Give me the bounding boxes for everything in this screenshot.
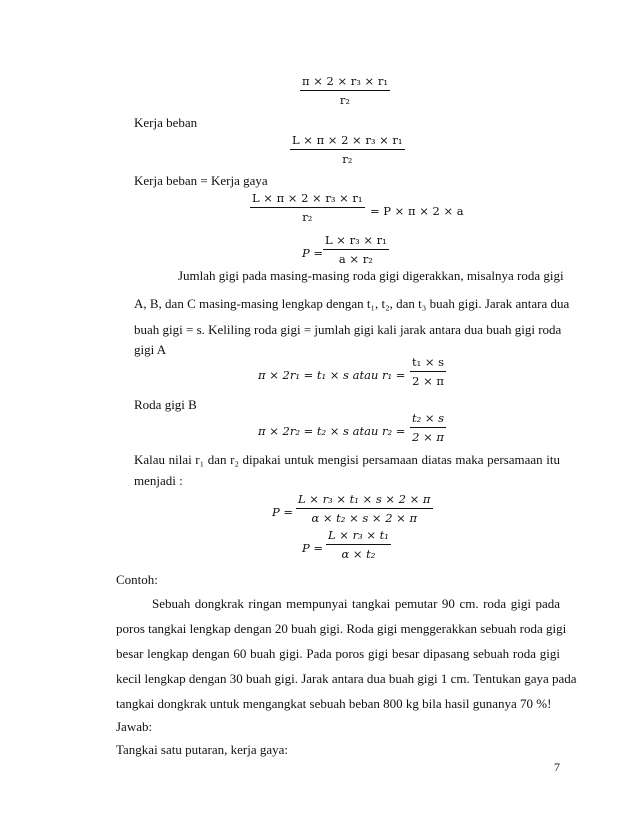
paragraph-3-line-4: kecil lengkap dengan 30 buah gigi. Jarak antara dua buah gigi 1 cm. Tentukan gaya pada <box>116 671 577 686</box>
equation-6-numerator: t₂ × s <box>410 411 446 428</box>
paragraph-3-line-1: Sebuah dongkrak ringan mempunyai tangkai pemutar 90 cm. roda gigi pada <box>152 596 560 611</box>
label-jawab: Jawab: <box>116 719 153 734</box>
paragraph-1-line-4: gigi A <box>134 342 167 357</box>
equation-2-denominator: r₂ <box>342 152 353 166</box>
equation-8-lhs: P = <box>302 541 324 555</box>
label-kerja-beban: Kerja beban <box>134 115 198 130</box>
heading-contoh: Contoh: <box>116 572 158 587</box>
paragraph-3-line-2: poros tangkai lengkap dengan 20 buah gigi. Roda gigi menggerakkan sebuah roda gigi <box>116 621 567 636</box>
equation-4-lhs: P = <box>302 246 324 260</box>
paragraph-1-line-2: A, B, dan C masing-masing lengkap dengan t₁, t₂, dan t₃ buah gigi. Jarak antara dua <box>134 296 570 311</box>
equation-2-numerator: L × π × 2 × r₃ × r₁ <box>290 133 405 150</box>
label-roda-gigi-b: Roda gigi B <box>134 397 197 412</box>
equation-1 <box>300 74 390 107</box>
equation-7 <box>296 492 433 525</box>
paragraph-2-line-1: Kalau nilai r₁ dan r₂ dipakai untuk mengisi persamaan diatas maka persamaan itu <box>134 452 560 467</box>
equation-4-denominator: a × r₂ <box>338 252 373 266</box>
equation-5-numerator: t₁ × s <box>410 355 446 372</box>
equation-7-denominator: α × t₂ × s × 2 × π <box>311 511 418 525</box>
paragraph-3-line-3: besar lengkap dengan 60 buah gigi. Pada poros gigi besar dipasang sebuah roda gigi <box>116 646 560 661</box>
paragraph-1-line-3: buah gigi = s. Keliling roda gigi = jumlah gigi kali jarak antara dua buah gigi roda <box>134 322 562 337</box>
equation-4-numerator: L × r₃ × r₁ <box>323 233 389 250</box>
equation-3-rhs: = P × π × 2 × a <box>370 204 464 218</box>
page-number: 7 <box>554 760 560 774</box>
equation-7-numerator: L × r₃ × t₁ × s × 2 × π <box>296 492 433 509</box>
paragraph-3-line-5: tangkai dongkrak untuk mengangkat sebuah beban 800 kg bila hasil gunanya 70 %! <box>116 696 552 711</box>
equation-5 <box>410 355 446 388</box>
equation-4 <box>323 233 389 266</box>
equation-1-numerator: π × 2 × r₃ × r₁ <box>300 74 390 91</box>
label-tangkai: Tangkai satu putaran, kerja gaya: <box>116 742 288 757</box>
equation-6-denominator: 2 × π <box>412 430 444 444</box>
equation-3-numerator: L × π × 2 × r₃ × r₁ <box>250 191 365 208</box>
label-kerja-equal: Kerja beban = Kerja gaya <box>134 173 268 188</box>
equation-8-denominator: α × t₂ <box>341 547 376 561</box>
paragraph-1-line-1: Jumlah gigi pada masing-masing roda gigi digerakkan, misalnya roda gigi <box>178 268 564 283</box>
equation-2 <box>290 133 405 166</box>
equation-1-denominator: r₂ <box>339 93 351 107</box>
equation-7-lhs: P = <box>272 505 294 519</box>
equation-8-numerator: L × r₃ × t₁ <box>326 528 391 545</box>
equation-6-lhs: π × 2r₂ = t₂ × s atau r₂ = <box>258 424 406 438</box>
paragraph-2-line-2: menjadi : <box>134 473 183 488</box>
equation-6 <box>410 411 446 444</box>
equation-3-denominator: r₂ <box>302 210 313 224</box>
equation-5-lhs: π × 2r₁ = t₁ × s atau r₁ = <box>258 368 406 382</box>
equation-8 <box>326 528 391 561</box>
equation-5-denominator: 2 × π <box>412 374 444 388</box>
equation-3 <box>250 191 365 224</box>
